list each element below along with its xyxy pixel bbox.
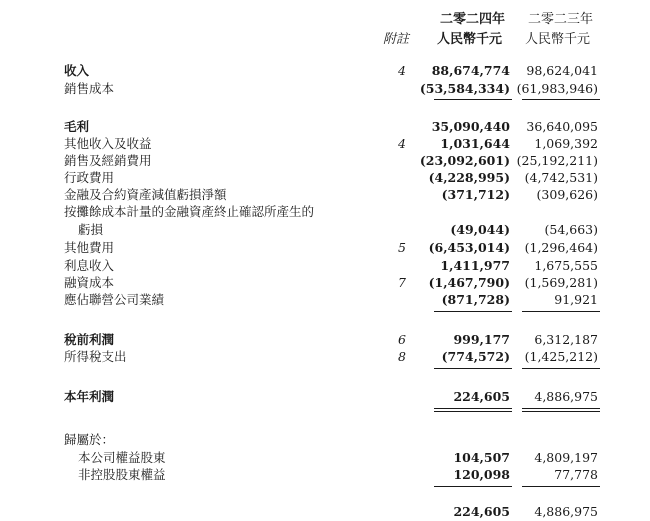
value-2023: (1,296,464) (524, 240, 598, 255)
header-unit-2024: 人民幣千元 (437, 32, 503, 47)
row-label: 行政費用 (64, 170, 115, 185)
double-underline-2024 (434, 411, 512, 412)
row-attributable (0, 431, 650, 449)
row-note: 7 (398, 275, 406, 290)
row-label: 銷售成本 (64, 81, 115, 96)
row-derecognition-line1 (0, 203, 650, 221)
header-year-2024: 二零二四年 (440, 12, 506, 27)
value-2024: (4,228,995) (428, 170, 510, 185)
value-2024: 1,031,644 (440, 136, 510, 151)
value-2024: 88,674,774 (431, 63, 510, 78)
row-total (0, 503, 650, 521)
row-label: 歸屬於： (64, 432, 115, 447)
row-revenue (0, 62, 650, 80)
value-2023: (4,742,531) (524, 170, 598, 185)
row-label: 利息收入 (64, 258, 115, 273)
header-note: 附註 (383, 32, 410, 47)
value-2023: 98,624,041 (526, 63, 598, 78)
row-other-income (0, 135, 650, 153)
row-owners (0, 449, 650, 467)
row-label: 其他費用 (64, 240, 115, 255)
underline-2023 (522, 99, 600, 100)
value-2023: 4,886,975 (534, 389, 598, 404)
value-2024: (49,044) (450, 222, 510, 237)
row-associates (0, 291, 650, 309)
value-2023: 91,921 (554, 292, 598, 307)
value-2024: 1,411,977 (440, 258, 510, 273)
row-note: 6 (398, 332, 406, 347)
double-underline-2024 (434, 408, 512, 409)
value-2024: (871,728) (441, 292, 510, 307)
value-2024: (23,092,601) (419, 153, 510, 168)
row-label: 非控股股東權益 (78, 467, 166, 482)
row-label: 其他收入及收益 (64, 136, 152, 151)
row-profit-before-tax (0, 331, 650, 349)
value-2023: (1,425,212) (524, 349, 598, 364)
row-label: 虧損 (78, 222, 104, 237)
value-2023: 77,778 (554, 467, 598, 482)
double-underline-2023 (522, 411, 600, 412)
underline-2023 (522, 368, 600, 369)
row-label: 所得稅支出 (64, 349, 127, 364)
header-year-2023: 二零二三年 (528, 12, 594, 27)
row-gross-profit (0, 118, 650, 136)
value-2024: (6,453,014) (428, 240, 510, 255)
row-nci (0, 466, 650, 484)
row-cost-of-sales (0, 80, 650, 98)
value-2023: 4,809,197 (534, 450, 598, 465)
row-label: 按攤餘成本計量的金融資產終止確認所產生的 (64, 204, 315, 219)
double-underline-2023 (522, 408, 600, 409)
value-2023: 36,640,095 (526, 119, 598, 134)
row-note: 8 (398, 349, 406, 364)
row-finance-costs (0, 274, 650, 292)
value-2023: 6,312,187 (534, 332, 598, 347)
row-label: 毛利 (64, 119, 90, 134)
row-other-expenses (0, 239, 650, 257)
row-note: 5 (398, 240, 406, 255)
row-label: 本年利潤 (64, 389, 115, 404)
value-2024: (371,712) (441, 187, 510, 202)
value-2023: (54,663) (544, 222, 598, 237)
value-2023: 1,069,392 (534, 136, 598, 151)
row-label: 本公司權益股東 (78, 450, 166, 465)
value-2024: (1,467,790) (428, 275, 510, 290)
row-note: 4 (398, 63, 406, 78)
value-2024: 35,090,440 (431, 119, 510, 134)
value-2023: (1,569,281) (524, 275, 598, 290)
row-label: 銷售及經銷費用 (64, 153, 152, 168)
value-2024: (53,584,334) (419, 81, 510, 96)
value-2024: 224,605 (453, 389, 510, 404)
row-impairment (0, 186, 650, 204)
value-2023: (61,983,946) (516, 81, 598, 96)
value-2023: (25,192,211) (516, 153, 598, 168)
row-selling-expenses (0, 152, 650, 170)
row-label: 金融及合約資產減值虧損淨額 (64, 187, 227, 202)
value-2023: 1,675,555 (534, 258, 598, 273)
underline-2024 (434, 311, 512, 312)
value-2024: (774,572) (441, 349, 510, 364)
value-2024: 120,098 (453, 467, 510, 482)
row-derecognition (0, 221, 650, 239)
value-2024: 104,507 (453, 450, 510, 465)
row-label: 稅前利潤 (64, 332, 115, 347)
underline-2023 (522, 311, 600, 312)
value-2023: 4,886,975 (534, 504, 598, 519)
row-label: 融資成本 (64, 275, 115, 290)
value-2024: 999,177 (453, 332, 510, 347)
row-admin-expenses (0, 169, 650, 187)
row-label: 應佔聯營公司業績 (64, 292, 165, 307)
row-profit-for-year (0, 388, 650, 406)
value-2024: 224,605 (453, 504, 510, 519)
row-interest-income (0, 257, 650, 275)
underline-2024 (434, 368, 512, 369)
underline-2024 (434, 99, 512, 100)
underline-2024 (434, 486, 512, 487)
row-income-tax (0, 348, 650, 366)
underline-2023 (522, 486, 600, 487)
row-label: 收入 (64, 63, 90, 78)
row-note: 4 (398, 136, 406, 151)
header-unit-2023: 人民幣千元 (525, 32, 591, 47)
value-2023: (309,626) (536, 187, 598, 202)
